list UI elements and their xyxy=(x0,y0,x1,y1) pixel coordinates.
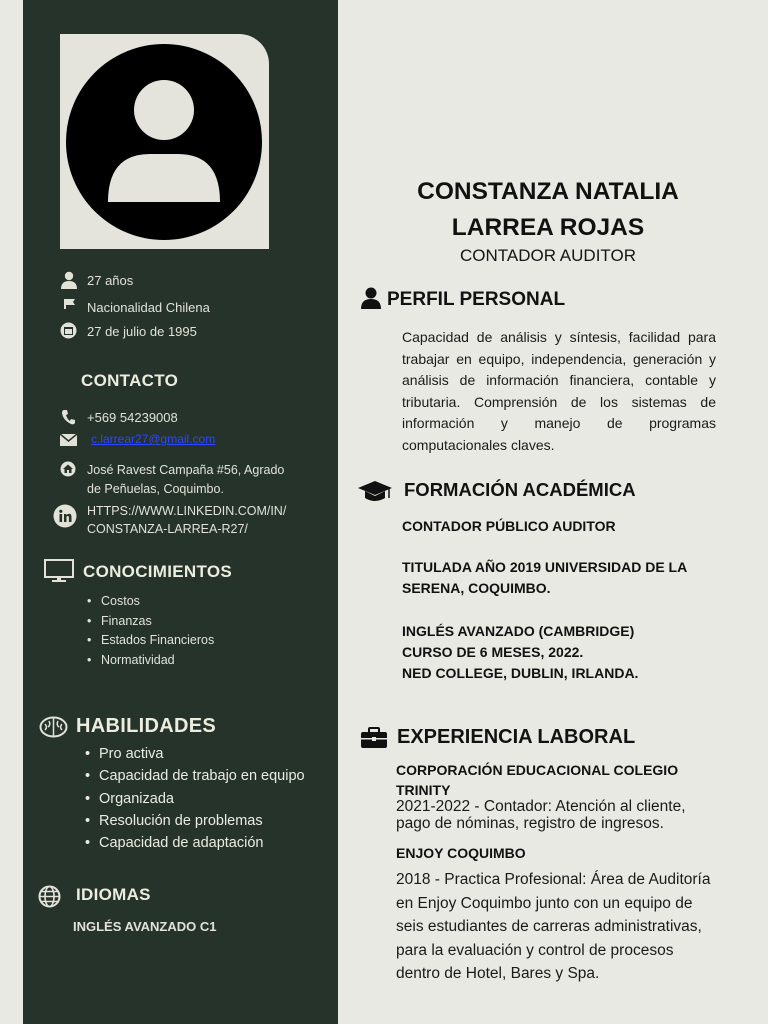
name-block xyxy=(340,174,756,266)
knowledge-list xyxy=(87,592,214,671)
profile-photo-frame xyxy=(60,34,269,249)
skill-item: • Resolución de problemas xyxy=(85,810,305,832)
job2-line-1: 2018 - Practica Profesional: Área de Auditoría xyxy=(396,871,711,888)
job1-company xyxy=(396,760,678,800)
address-line-1: José Ravest Campaña #56, Agrado xyxy=(87,463,285,477)
language-level: INGLÉS AVANZADO C1 xyxy=(73,919,217,934)
job2-line-2: en Enjoy Coquimbo junto con un equipo de xyxy=(396,894,693,912)
phone-icon xyxy=(61,409,75,425)
knowledge-item: • Estados Financieros xyxy=(87,631,214,651)
linkedin-line-2[interactable]: CONSTANZA-LARREA-R27/ xyxy=(87,522,248,536)
full-name-line-2: LARREA ROJAS xyxy=(451,214,645,241)
job2-description xyxy=(396,868,711,986)
full-name-line-1: CONSTANZA NATALIA xyxy=(417,178,679,205)
home-icon xyxy=(60,461,76,477)
skill-item: • Capacidad de adaptación xyxy=(85,832,305,854)
job1-line-2: pago de nóminas, registro de ingresos. xyxy=(396,815,664,832)
profile-text: Capacidad de análisis y síntesis, facilidad para trabajar en equipo, independencia, generación y análisis de información financiera, contable y tributaria. Comprensión de los sistemas de información y manejo de programas computacionales claves. xyxy=(402,329,716,453)
skill-item: • Capacidad de trabajo en equipo xyxy=(85,765,305,787)
phone-text: +569 54239008 xyxy=(87,410,178,425)
email-link[interactable]: c.larrear27@gmail.com xyxy=(91,432,216,446)
brain-icon xyxy=(39,716,68,738)
linkedin-line-1[interactable]: HTTPS://WWW.LINKEDIN.COM/IN/ xyxy=(87,504,287,518)
flag-icon xyxy=(63,298,77,310)
monitor-icon xyxy=(44,559,74,583)
skills-list xyxy=(85,743,305,854)
person-icon xyxy=(360,287,382,309)
briefcase-icon xyxy=(360,727,388,749)
job2-line-5: dentro de Hotel, Bares y Spa. xyxy=(396,965,600,982)
job2-line-4: para la evaluación y control de procesos xyxy=(396,941,674,959)
education-heading: FORMACIÓN ACADÉMICA xyxy=(404,479,636,500)
linkedin-icon xyxy=(53,504,77,528)
skill-item: • Organizada xyxy=(85,788,305,810)
job1-line-1: 2021-2022 - Contador: Atención al cliente, xyxy=(396,798,686,815)
skills-heading: HABILIDADES xyxy=(76,715,216,737)
english-line-1: INGLÉS AVANZADO (CAMBRIDGE) xyxy=(402,623,635,639)
languages-heading: IDIOMAS xyxy=(76,885,151,904)
age-text: 27 años xyxy=(87,273,134,288)
calendar-icon xyxy=(60,322,77,339)
job-title: CONTADOR AUDITOR xyxy=(460,246,636,265)
job1-company-line-1: CORPORACIÓN EDUCACIONAL COLEGIO xyxy=(396,762,679,778)
graduated-line-2: SERENA, COQUIMBO. xyxy=(402,580,551,596)
globe-icon xyxy=(38,885,61,908)
job1-description xyxy=(396,798,686,832)
graduated-line-1: TITULADA AÑO 2019 UNIVERSIDAD DE LA xyxy=(402,559,688,575)
job2-line-3: seis estudiantes de carreras administrativas, xyxy=(396,918,702,935)
experience-heading: EXPERIENCIA LABORAL xyxy=(397,726,636,748)
education-graduated xyxy=(402,557,687,599)
knowledge-item: • Normatividad xyxy=(87,651,214,671)
address-line-2: de Peñuelas, Coquimbo. xyxy=(87,482,224,496)
profile-heading: PERFIL PERSONAL xyxy=(387,289,566,310)
nationality-text: Nacionalidad Chilena xyxy=(87,300,210,315)
knowledge-heading: CONOCIMIENTOS xyxy=(83,562,233,581)
user-icon xyxy=(61,271,77,289)
english-line-3: NED COLLEGE, DUBLIN, IRLANDA. xyxy=(402,665,639,681)
contact-heading: CONTACTO xyxy=(81,371,179,390)
knowledge-item: • Costos xyxy=(87,592,214,612)
job1-company-line-2: TRINITY xyxy=(396,782,451,798)
mail-icon xyxy=(60,434,77,446)
skill-item: • Pro activa xyxy=(85,743,305,765)
english-line-2: CURSO DE 6 MESES, 2022. xyxy=(402,644,584,660)
job2-company: ENJOY COQUIMBO xyxy=(396,845,526,861)
knowledge-item: • Finanzas xyxy=(87,612,214,632)
graduation-cap-icon xyxy=(357,479,393,505)
education-degree: CONTADOR PÚBLICO AUDITOR xyxy=(402,518,616,534)
birthdate-text: 27 de julio de 1995 xyxy=(87,324,197,339)
avatar-icon xyxy=(60,34,269,249)
education-english xyxy=(402,621,638,684)
